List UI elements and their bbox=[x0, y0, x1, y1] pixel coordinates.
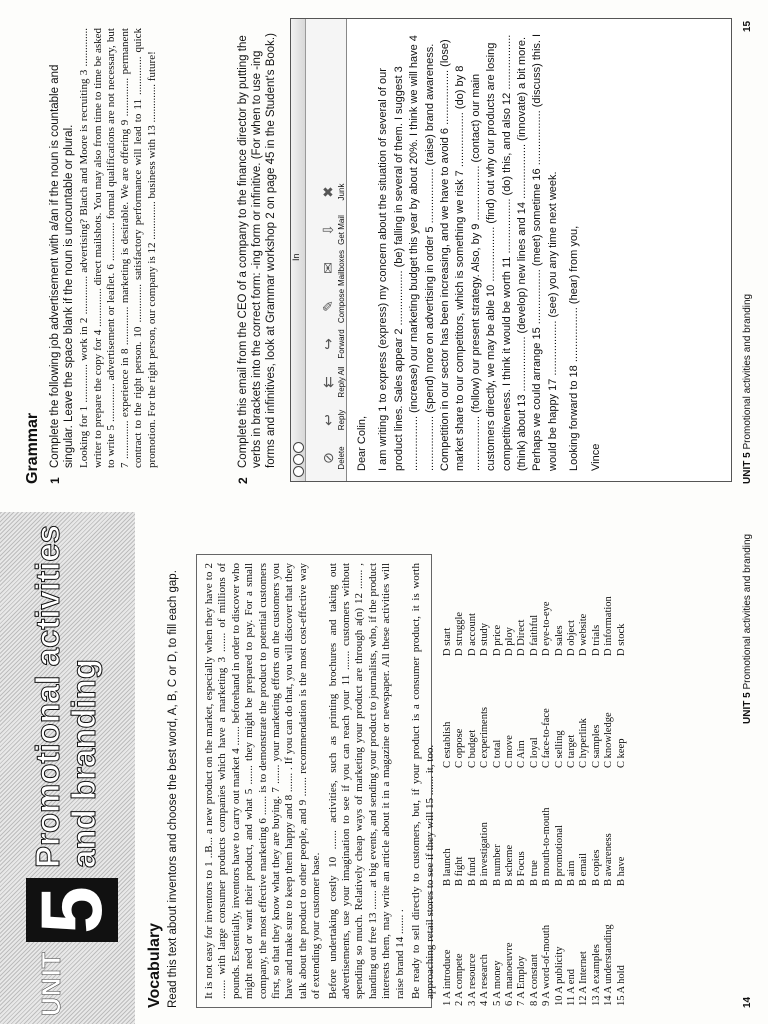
exercise-2-instruction: Complete this email from the CEO of a company to the finance director by putting the verbs in brackets into the correct form: -ing form or infinitive. (For when to use -ing forms and infinitives, look at Grammar workshop 2 on page 45 in the Student's Book.) bbox=[237, 33, 277, 468]
email-toolbar bbox=[306, 19, 347, 481]
option-cell: C knowledge bbox=[603, 712, 615, 768]
email-signature: Vince bbox=[589, 443, 602, 471]
toolbar-button-junk[interactable] bbox=[319, 173, 346, 211]
option-cell: B scheme bbox=[504, 844, 516, 886]
option-cell: B awareness bbox=[603, 833, 615, 886]
get-mail-icon: ⇩ bbox=[320, 224, 336, 236]
page-number-left: 14 bbox=[742, 996, 753, 1008]
option-cell: D website bbox=[578, 613, 590, 656]
option-row bbox=[492, 546, 504, 1006]
email-window bbox=[290, 18, 732, 482]
toolbar-button-reply[interactable] bbox=[319, 401, 346, 439]
option-cell: B mouth-to-mouth bbox=[541, 807, 553, 886]
option-row bbox=[516, 546, 528, 1006]
option-cell: D trials bbox=[590, 624, 602, 656]
option-cell: D eye-to-eye bbox=[541, 601, 553, 656]
toolbar-label: Compose bbox=[337, 288, 346, 324]
option-row bbox=[479, 546, 491, 1006]
option-cell: B promotional bbox=[553, 825, 565, 886]
option-cell: 15 A hold bbox=[615, 965, 627, 1006]
vocab-paragraph: It is not easy for inventors to 1 ..B... a new product on the market, especially when they have to 2 ....... with large consumer products companies which have a marketing 3 ....... of millions of pounds. Essentially, inventors have to carry out market 4 ....... beforehand in order to discover who might need or want their product, and what 5 ....... they might be prepared to pay. For a small company, the most effective marketing 6 ....... is to demonstrate the product to potential customers first, so that they know what they are buying. 7 ....... your marketing efforts on the customers you have and make sure to keep them happy and 8 ....... . If you can do that, you will discover that they talk about the product to other people, and 9 ....... recommendation is the most cost-effective way of extending your customer base. bbox=[203, 563, 323, 999]
option-cell: D start bbox=[442, 627, 453, 656]
toolbar-button-compose[interactable] bbox=[319, 287, 346, 325]
vocabulary-heading: Vocabulary bbox=[146, 922, 163, 1008]
option-cell: 12 A Internet bbox=[578, 951, 590, 1006]
option-cell: C loyal bbox=[528, 737, 540, 768]
option-cell: 7 A Employ bbox=[516, 955, 528, 1006]
forward-icon: ↪ bbox=[320, 338, 336, 350]
option-row bbox=[541, 546, 553, 1006]
email-paragraph: I am writing 1 to express (express) my concern about the situation of several of our product lines. Sales appear 2 .................. (be) falling in several of them. I suggest 3 .................. (increase) our marketing budget this year by about 20%. I think we will have 4 .................. (spend) more on advertising in order 5 .................. (raise) brand awareness. Competition in our sector has been increasing, and we have to avoid 6 .................. (lose) market share to our competitors, which is something we risk 7 .................. (do) by 8 .................. (follow) our present strategy. Also, by 9 .................. (contact) our main customers directly, we may be able 10 .................. (find) out why our products are losing competitiveness. I think it would be worth 11 .................. (do) this, and also 12 .................. (think) about 13 .................. (develop) new lines and 14 .................. (innovate) a bit more. Perhaps we could arrange 15 .................. (meet) sometime 16 .................. (discuss) this. I would be happy 17 .................. (see) you any time next week. bbox=[377, 33, 559, 471]
option-cell: C target bbox=[566, 734, 578, 768]
email-window-title: In bbox=[291, 253, 301, 261]
option-cell: 5 A money bbox=[491, 960, 503, 1006]
toolbar-button-get-mail[interactable] bbox=[319, 211, 346, 249]
grammar-heading: Grammar bbox=[24, 412, 41, 484]
vocab-paragraph: Before undertaking costly 10 ....... activities, such as printing brochures and taking out advertisements, use your imagination to see if you can reach your 11 ....... customers without spending so much. Relatively cheap ways of marketing your product are through a(n) 12 ....... , handing out free 13 ....... at big events, and sending your product to journalists, who, if the product interests them, may write an article about it in a magazine or newspaper. All these activities will raise brand 14 ....... . bbox=[326, 563, 406, 999]
option-cell: 8 A constant bbox=[528, 954, 540, 1006]
option-row bbox=[578, 546, 590, 1006]
option-cell: 9 A word-of-mouth bbox=[541, 924, 553, 1006]
option-cell: C total bbox=[491, 739, 503, 768]
option-cell: C keep bbox=[615, 738, 627, 768]
toolbar-label: Reply bbox=[337, 409, 346, 431]
option-row bbox=[603, 546, 615, 1006]
option-cell: C hyperlink bbox=[578, 718, 590, 768]
unit-title-line2: and branding bbox=[65, 659, 102, 868]
unit-label: UNIT bbox=[36, 951, 66, 1016]
toolbar-button-forward[interactable] bbox=[319, 325, 346, 363]
vocabulary-instruction: Read this text about inventors and choose the best word, A, B, C or D, to fill each gap. bbox=[167, 570, 179, 1008]
option-cell: 6 A manoeuvre bbox=[504, 942, 516, 1006]
option-cell: 10 A publicity bbox=[553, 946, 565, 1006]
page-number-right: 15 bbox=[742, 20, 753, 32]
options-list bbox=[442, 546, 628, 1006]
email-greeting: Dear Colin, bbox=[356, 415, 368, 471]
minimize-dot-icon bbox=[293, 454, 304, 465]
mailboxes-icon: ✉ bbox=[320, 262, 336, 274]
toolbar-label: Reply All bbox=[337, 366, 346, 398]
option-cell: B investigation bbox=[479, 822, 491, 886]
option-cell: D Direct bbox=[516, 619, 528, 656]
option-row bbox=[591, 546, 603, 1006]
left-page bbox=[0, 512, 768, 1024]
option-cell: D account bbox=[466, 613, 478, 656]
option-row bbox=[467, 546, 479, 1006]
job-advertisement: Looking for 1 .............. work in 2 .............. advertising? Blatch and Moore is recruiting 3 .............. writer to prepare the copy for 4 .............. direct mailshots. You may also from time to time be asked to write 5 .............. advertisement or leaflet. 6 .............. formal qualifications are not necessary, but 7 .............. experience in 8 .............. marketing is desirable. We are offering 9 .............. permanent contract to the right person. 10 .............. satisfactory performance will lead to 11 .............. quick promotion. For the right person, our company is 12 .............. business with 13 .............. future! bbox=[78, 28, 158, 468]
option-cell: D struggle bbox=[454, 611, 466, 656]
reply-icon: ↩ bbox=[320, 414, 336, 426]
option-cell: C samples bbox=[590, 724, 602, 768]
option-row bbox=[529, 546, 541, 1006]
option-cell: D ploy bbox=[504, 627, 516, 656]
option-cell: B fight bbox=[454, 856, 466, 886]
option-cell: B Focus bbox=[516, 851, 528, 886]
option-row bbox=[504, 546, 516, 1006]
footer-unit: UNIT 5 bbox=[742, 452, 753, 484]
delete-icon: ⊘ bbox=[320, 452, 336, 464]
option-cell: D sales bbox=[553, 625, 565, 656]
option-cell: B number bbox=[491, 844, 503, 886]
option-cell: 14 A understanding bbox=[603, 924, 615, 1006]
option-cell: C selling bbox=[553, 730, 565, 768]
zoom-dot-icon bbox=[293, 442, 304, 453]
option-cell: B email bbox=[578, 853, 590, 886]
option-cell: D information bbox=[603, 596, 615, 656]
option-cell: D study bbox=[479, 623, 491, 656]
option-cell: B copies bbox=[590, 849, 602, 886]
option-cell: B true bbox=[528, 860, 540, 886]
vocabulary-text bbox=[196, 554, 436, 1008]
option-cell: D faithful bbox=[528, 614, 540, 656]
unit-title bbox=[30, 525, 102, 868]
toolbar-label: Delete bbox=[337, 446, 346, 470]
email-body bbox=[347, 19, 618, 481]
option-row bbox=[442, 546, 454, 1006]
exercise-2-number: 2 bbox=[236, 477, 250, 484]
option-cell: C establish bbox=[442, 721, 453, 768]
option-cell: C move bbox=[504, 735, 516, 768]
exercise-1-number: 1 bbox=[48, 477, 62, 484]
option-cell: 3 A resource bbox=[466, 953, 478, 1006]
option-cell: 2 A compete bbox=[454, 953, 466, 1006]
unit-title-line1: Promotional activities bbox=[29, 525, 66, 868]
option-cell: D object bbox=[566, 620, 578, 656]
email-paragraph: Looking forward to 18 .................. (hear) from you, bbox=[568, 225, 581, 471]
option-row bbox=[454, 546, 466, 1006]
unit-banner bbox=[0, 512, 135, 1024]
option-row bbox=[616, 546, 628, 1006]
toolbar-label: Mailboxes bbox=[337, 250, 346, 287]
option-cell: 1 A introduce bbox=[442, 949, 453, 1006]
email-titlebar bbox=[291, 19, 306, 481]
option-row bbox=[566, 546, 578, 1006]
option-cell: B have bbox=[615, 856, 627, 886]
option-cell: 4 A research bbox=[479, 954, 491, 1006]
option-cell: B fund bbox=[466, 857, 478, 886]
exercise-1-instruction: Complete the following job advertisement with a/an if the noun is countable and singular. Leave the space blank if the noun is uncountable or plural. bbox=[49, 64, 75, 468]
option-row bbox=[554, 546, 566, 1006]
unit-number: 5 bbox=[26, 878, 118, 942]
option-cell: D stock bbox=[615, 623, 627, 656]
option-cell: B launch bbox=[442, 848, 453, 886]
footer-text: Promotional activities and branding bbox=[742, 533, 753, 690]
option-cell: C oppose bbox=[454, 728, 466, 768]
toolbar-label: Forward bbox=[337, 329, 346, 359]
option-cell: C face-to-face bbox=[541, 708, 553, 768]
option-cell: C Aim bbox=[516, 740, 528, 768]
close-dot-icon bbox=[293, 466, 304, 477]
toolbar-label: Junk bbox=[337, 183, 346, 201]
option-cell: C experiments bbox=[479, 707, 491, 768]
option-cell: C budget bbox=[466, 729, 478, 768]
junk-icon: ✖ bbox=[320, 186, 336, 198]
option-cell: B aim bbox=[566, 860, 578, 886]
toolbar-button-reply-all[interactable] bbox=[319, 363, 346, 401]
footer-right bbox=[742, 294, 753, 484]
toolbar-label: Get Mail bbox=[337, 215, 346, 245]
footer-left bbox=[742, 534, 753, 724]
option-cell: 13 A examples bbox=[590, 944, 602, 1006]
footer-text: Promotional activities and branding bbox=[742, 293, 753, 450]
vocab-paragraph: Be ready to sell directly to customers, but, if your product is a consumer product, it is worth approaching retail stores to see if they will 15 ....... it, too. bbox=[410, 563, 436, 999]
option-cell: D price bbox=[491, 624, 503, 656]
footer-unit: UNIT 5 bbox=[742, 692, 753, 724]
option-cell: 11 A end bbox=[566, 969, 578, 1006]
toolbar-button-delete[interactable] bbox=[319, 439, 346, 477]
compose-icon: ✎ bbox=[320, 300, 336, 312]
reply-all-icon: ⇇ bbox=[320, 376, 336, 388]
toolbar-button-mailboxes[interactable] bbox=[319, 249, 346, 287]
